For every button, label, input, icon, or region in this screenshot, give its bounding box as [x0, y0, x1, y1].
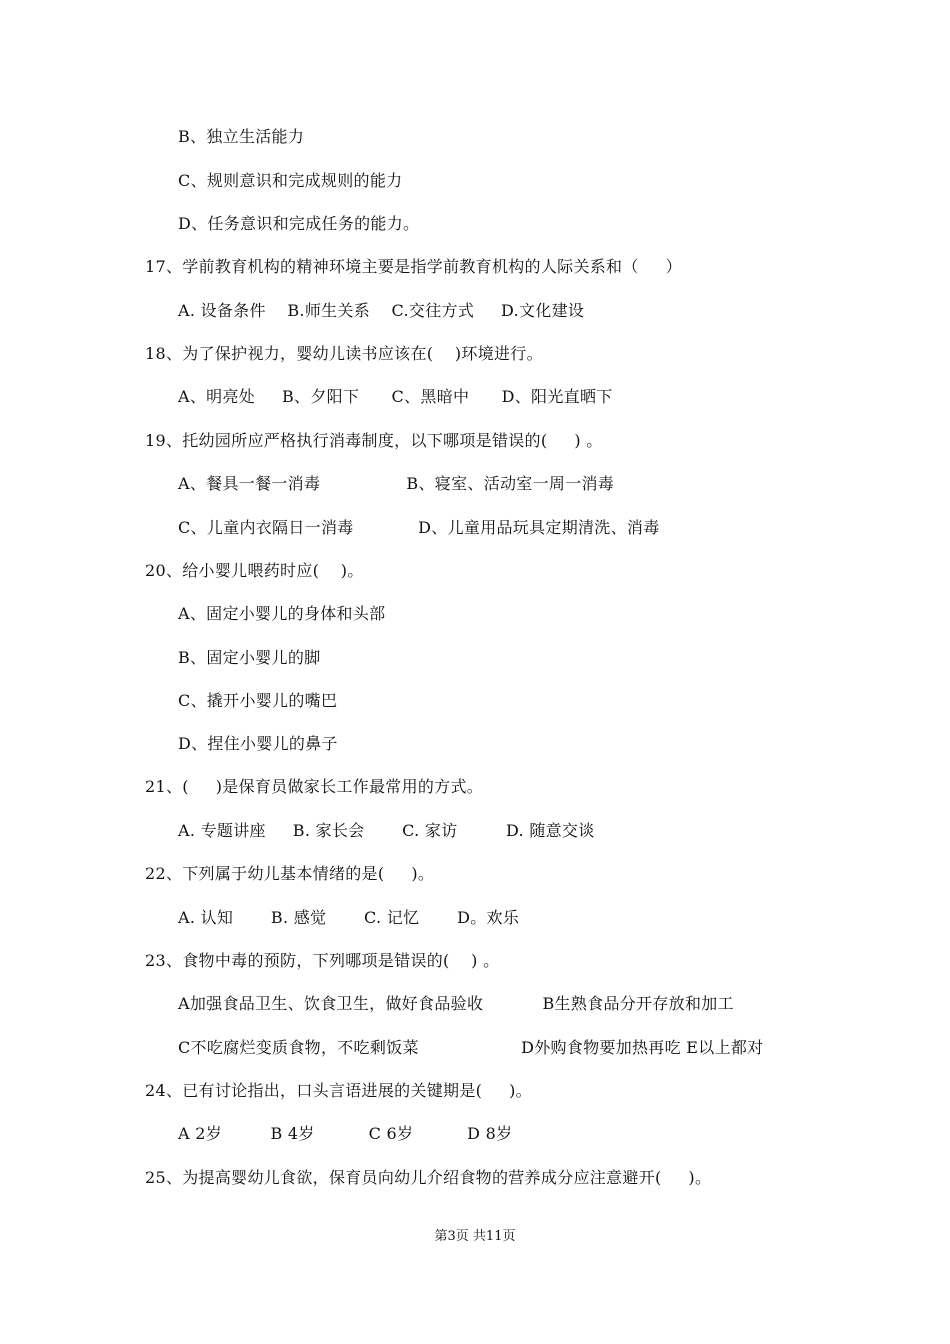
answer-option: A. 认知 B. 感觉 C. 记忆 D。欢乐: [178, 908, 520, 927]
answer-option: A. 专题讲座 B. 家长会 C. 家访 D. 随意交谈: [178, 821, 595, 840]
answer-option: C、儿童内衣隔日一消毒 D、儿童用品玩具定期清洗、消毒: [178, 518, 660, 537]
answer-option: B、固定小婴儿的脚: [178, 648, 321, 667]
question-stem: 19、托幼园所应严格执行消毒制度，以下哪项是错误的( ) 。: [145, 431, 603, 450]
answer-option: A. 设备条件 B.师生关系 C.交往方式 D.文化建设: [178, 301, 585, 320]
answer-option: B、独立生活能力: [178, 127, 305, 146]
answer-option: D、捏住小婴儿的鼻子: [178, 734, 338, 753]
answer-option: C、撬开小婴儿的嘴巴: [178, 691, 338, 710]
answer-option: C不吃腐烂变质食物，不吃剩饭菜 D外购食物要加热再吃 E以上都对: [178, 1038, 764, 1057]
answer-option: C、规则意识和完成规则的能力: [178, 171, 403, 190]
question-stem: 20、给小婴儿喂药时应( )。: [145, 561, 364, 580]
question-stem: 17、学前教育机构的精神环境主要是指学前教育机构的人际关系和（ ）: [145, 257, 682, 276]
answer-option: A 2岁 B 4岁 C 6岁 D 8岁: [178, 1124, 513, 1143]
page-footer: 第3页 共11页: [434, 1229, 516, 1244]
answer-option: A加强食品卫生、饮食卫生，做好食品验收 B生熟食品分开存放和加工: [178, 994, 734, 1013]
answer-option: D、任务意识和完成任务的能力。: [178, 214, 420, 233]
question-stem: 18、为了保护视力，婴幼儿读书应该在( )环境进行。: [145, 344, 543, 363]
question-stem: 23、食物中毒的预防，下列哪项是错误的( ) 。: [145, 951, 500, 970]
question-stem: 21、( )是保育员做家长工作最常用的方式。: [145, 777, 484, 796]
answer-option: A、明亮处 B、夕阳下 C、黑暗中 D、阳光直晒下: [178, 387, 613, 406]
answer-option: A、餐具一餐一消毒 B、寝室、活动室一周一消毒: [178, 474, 615, 493]
question-stem: 22、下列属于幼儿基本情绪的是( )。: [145, 864, 435, 883]
answer-option: A、固定小婴儿的身体和头部: [178, 604, 386, 623]
question-stem: 25、为提高婴幼儿食欲，保育员向幼儿介绍食物的营养成分应注意避开( )。: [145, 1168, 712, 1187]
question-stem: 24、已有讨论指出，口头言语进展的关键期是( )。: [145, 1081, 532, 1100]
